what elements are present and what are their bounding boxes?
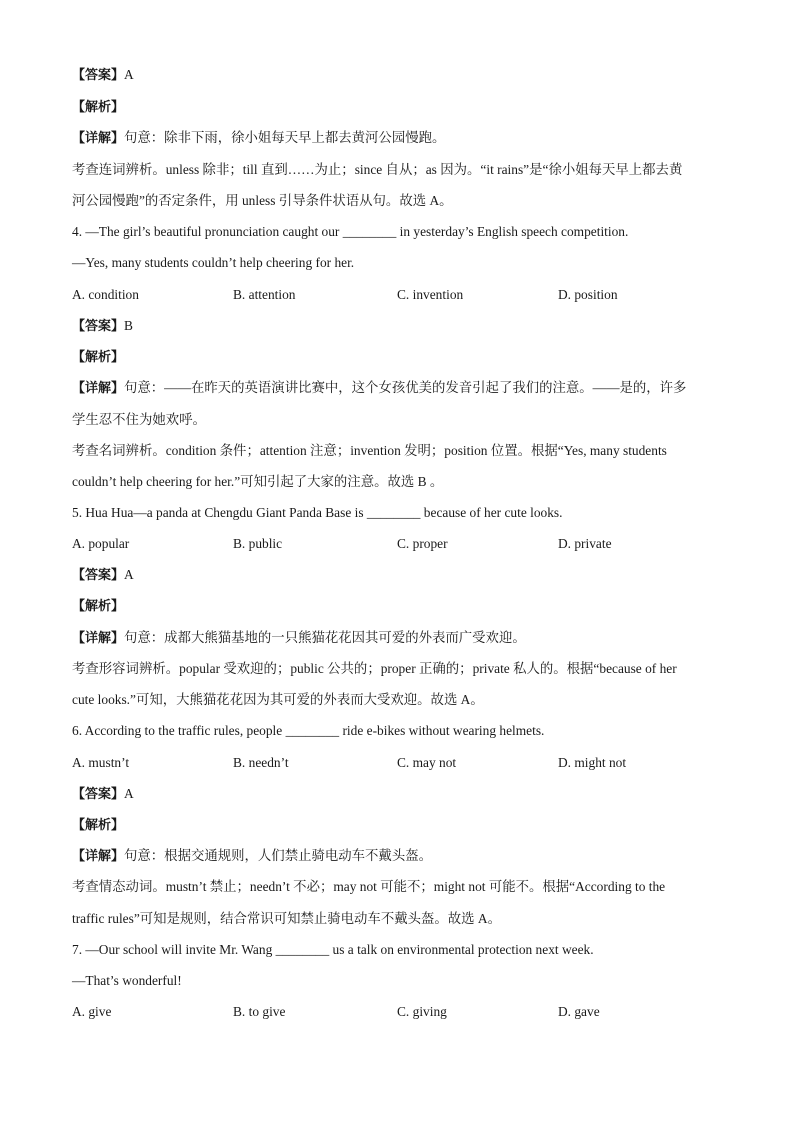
- explanation-text: 考查形容词辨析。popular 受欢迎的；public 公共的；proper 正确的；private 私人的。根据“because of her: [72, 661, 677, 676]
- option-b: B. attention: [233, 287, 296, 302]
- option-c: C. may not: [397, 755, 457, 770]
- option-c: C. giving: [397, 1004, 447, 1019]
- answer-tag: 【答案】: [72, 319, 125, 334]
- option-b: B. to give: [233, 1004, 286, 1019]
- detail-line: [72, 847, 732, 866]
- explanation-text: 考查连词辨析。unless 除非；till 直到……为止；since 自从；as 因为。“it rains”是“徐小姐每天早上都去黄: [72, 162, 683, 177]
- option-b: B. needn’t: [233, 755, 289, 770]
- question-4-options: [72, 286, 732, 304]
- explanation-text: 河公园慢跑”的否定条件，用 unless 引导条件状语从句。故选 A。: [72, 193, 453, 208]
- question-5-text: 5. Hua Hua—a panda at Chengdu Giant Panda Base is ________ because of her cute looks.: [72, 505, 563, 520]
- analysis-heading: [72, 348, 732, 367]
- analysis-heading: [72, 816, 732, 835]
- option-d: D. gave: [558, 1004, 600, 1019]
- answer-tag: 【答案】: [72, 68, 125, 83]
- question-5-options: [72, 535, 732, 553]
- explanation-text: 考查名词辨析。condition 条件；attention 注意；invention 发明；position 位置。根据“Yes, many students: [72, 443, 667, 458]
- question-6-options: [72, 754, 732, 772]
- detail-text: 句意：除非下雨，徐小姐每天早上都去黄河公园慢跑。: [124, 130, 446, 145]
- explanation-text: 考查情态动词。mustn’t 禁止；needn’t 不必；may not 可能不；might not 可能不。根据“According to the: [72, 879, 666, 894]
- option-a: A. condition: [72, 287, 139, 302]
- option-b: B. public: [233, 536, 283, 551]
- answer-line: [72, 785, 732, 804]
- question-6-text: 6. According to the traffic rules, people ________ ride e-bikes without wearing helmets.: [72, 723, 545, 738]
- detail-tag: 【详解】: [72, 131, 125, 146]
- detail-text: 句意：根据交通规则，人们禁止骑电动车不戴头盔。: [124, 848, 432, 863]
- detail-tag: 【详解】: [72, 631, 125, 646]
- answer-value: A: [124, 67, 134, 82]
- question-4-text: 4. —The girl’s beautiful pronunciation caught our ________ in yesterday’s English speech competition.: [72, 224, 629, 239]
- answer-tag: 【答案】: [72, 787, 125, 802]
- detail-line: [72, 629, 732, 648]
- answer-line: [72, 317, 732, 336]
- answer-line: [72, 66, 732, 85]
- question-7-options: [72, 1003, 732, 1021]
- question-7-text: 7. —Our school will invite Mr. Wang ________ us a talk on environmental protection next week.: [72, 942, 594, 957]
- option-c: C. invention: [397, 287, 464, 302]
- option-d: D. private: [558, 536, 612, 551]
- analysis-tag: 【解析】: [72, 100, 125, 115]
- detail-tag: 【详解】: [72, 849, 125, 864]
- answer-value: A: [124, 786, 134, 801]
- answer-value: A: [124, 567, 134, 582]
- explanation-text: cute looks.”可知，大熊猫花花因为其可爱的外表而大受欢迎。故选 A。: [72, 692, 484, 707]
- analysis-heading: [72, 597, 732, 616]
- answer-tag: 【答案】: [72, 568, 125, 583]
- question-7-reply: —That’s wonderful!: [72, 973, 182, 988]
- detail-text: 句意：成都大熊猫基地的一只熊猫花花因其可爱的外表而广受欢迎。: [124, 630, 526, 645]
- option-d: D. might not: [558, 755, 627, 770]
- option-d: D. position: [558, 287, 618, 302]
- explanation-text: couldn’t help cheering for her.”可知引起了大家的注意。故选 B 。: [72, 474, 444, 489]
- analysis-heading: [72, 98, 732, 117]
- option-a: A. give: [72, 1004, 112, 1019]
- question-4-reply: —Yes, many students couldn’t help cheering for her.: [72, 255, 355, 270]
- analysis-tag: 【解析】: [72, 350, 125, 365]
- option-a: A. mustn’t: [72, 755, 130, 770]
- detail-line: [72, 129, 732, 148]
- answer-value: B: [124, 318, 133, 333]
- analysis-tag: 【解析】: [72, 599, 125, 614]
- detail-line: [72, 379, 732, 398]
- explanation-text: 学生忍不住为她欢呼。: [72, 412, 206, 427]
- option-a: A. popular: [72, 536, 130, 551]
- answer-line: [72, 566, 732, 585]
- detail-tag: 【详解】: [72, 381, 125, 396]
- explanation-text: traffic rules”可知是规则，结合常识可知禁止骑电动车不戴头盔。故选 A。: [72, 911, 501, 926]
- analysis-tag: 【解析】: [72, 818, 125, 833]
- option-c: C. proper: [397, 536, 448, 551]
- detail-text: 句意：——在昨天的英语演讲比赛中，这个女孩优美的发音引起了我们的注意。——是的，许多: [124, 380, 687, 395]
